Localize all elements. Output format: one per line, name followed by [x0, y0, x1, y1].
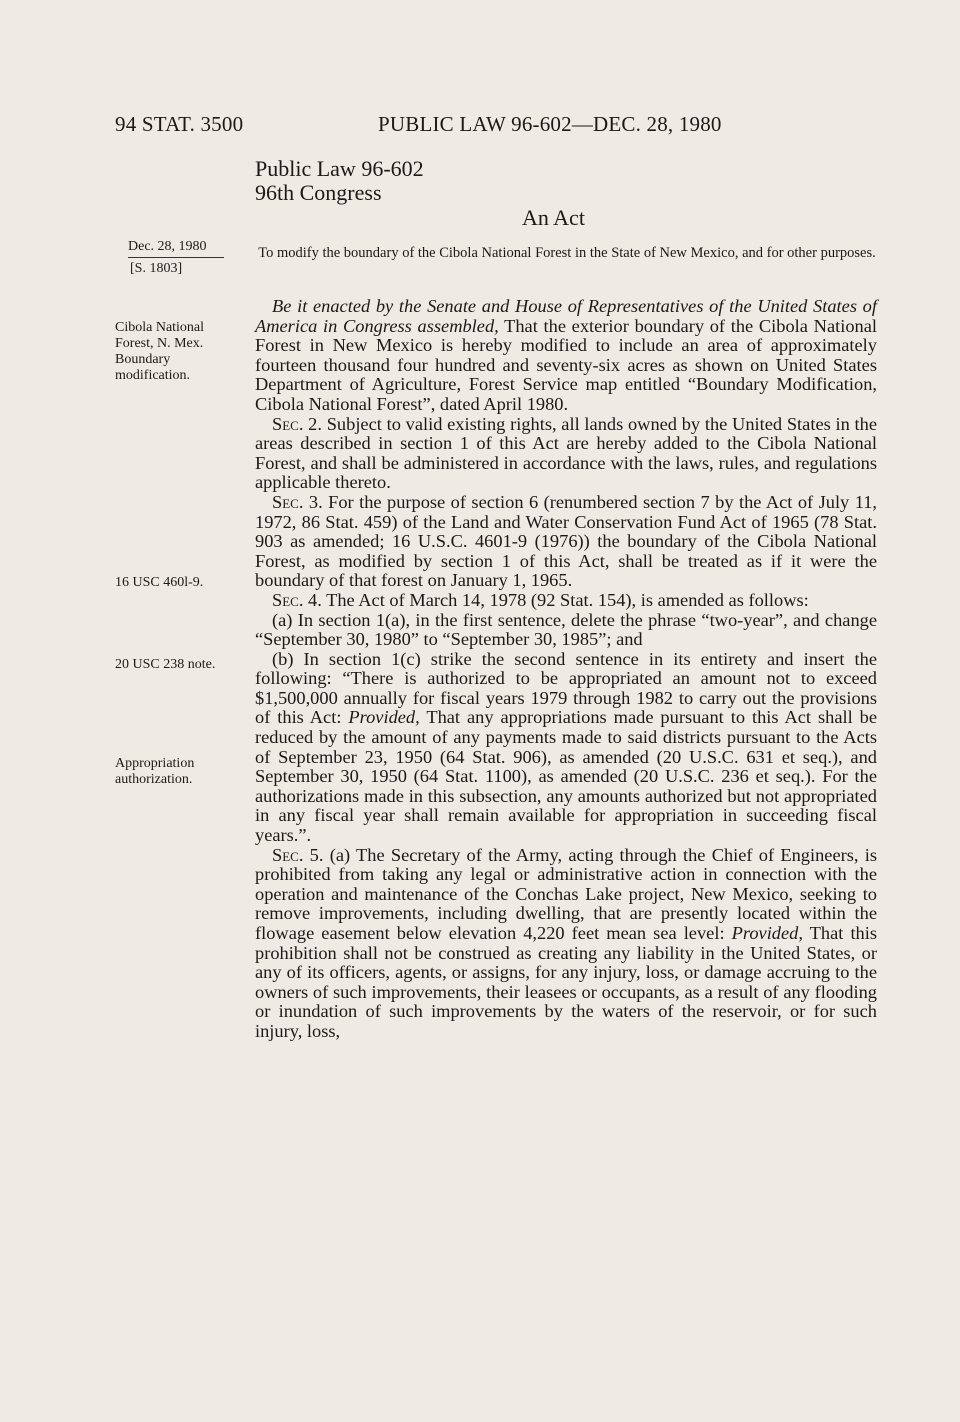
section-1-text: That the exterior boundary of the Cibola National Forest in New Mexico is hereby modified to include an area of approximately fourteen thousand four hundred and seventy-six acres as shown on United States Department of Agriculture, Forest Service map entitled “Boundary Modification, Cibola National Forest”, dated April 1980. — [255, 315, 877, 414]
section-5 — [255, 846, 877, 1042]
margin-forest-note: Cibola National Forest, N. Mex. Boundary modification. — [115, 320, 205, 383]
page-reference: 94 STAT. 3500 — [115, 112, 244, 136]
section-2 — [255, 415, 877, 493]
act-body — [255, 297, 877, 1042]
margin-date: Dec. 28, 1980 — [128, 239, 224, 258]
section-4b-provided: Provided, — [348, 707, 420, 728]
section-4-text: The Act of March 14, 1978 (92 Stat. 154), is amended as follows: — [321, 589, 809, 610]
section-4a: (a) In section 1(a), in the first sentence, delete the phrase “two-year”, and change “September 30, 1980” to “September 30, 1985”; and — [255, 609, 877, 650]
section-4-label: Sec. 4. — [272, 589, 322, 610]
public-law-number: Public Law 96-602 — [255, 156, 424, 181]
section-5-text-1: (a) The Secretary of the Army, acting through the Chief of Engineers, is prohibited from taking any legal or administrative action in connection with the operation and maintenance of the Conchas Lake project, New Mexico, seeking to remove improvements, including dwelling, that are presently located within the flowage easement below elevation 4,220 feet mean sea level: — [255, 844, 877, 943]
congress-number: 96th Congress — [255, 180, 382, 205]
margin-usc-citation-1: 16 USC 460l-9. — [115, 575, 204, 590]
enacting-paragraph — [255, 297, 877, 415]
section-3-text: For the purpose of section 6 (renumbered section 7 by the Act of July 11, 1972, 86 Stat. 459) of the Land and Water Conservation Fund Act of 1965 (78 Stat. 903 as amended; 16 U.S.C. 4601-9 (1976)) the boundary of the Cibola National Forest, as modified by section 1 of this Act, shall be treated as if it were the boundary of that forest on January 1, 1965. — [255, 491, 877, 591]
section-5-provided: Provided, — [731, 923, 803, 943]
section-4b-text-2: That any appropriations made pursuant to this Act shall be reduced by the amount of any payments made to said districts pursuant to the Acts of September 23, 1950 (64 Stat. 906), as amended (20 U.S.C. 631 et seq.), and September 30, 1950 (64 Stat. 1100), as amended (20 U.S.C. 236 et seq.). For the authorizations made in this subsection, any amounts authorized but not appropriated in any fiscal year shall remain available for appropriation in succeeding fiscal years.”. — [255, 707, 877, 846]
margin-appropriation-note: Appropriation authorization. — [115, 756, 195, 787]
margin-bill-number: [S. 1803] — [130, 261, 183, 276]
section-2-label: Sec. 2. — [272, 413, 322, 434]
running-header: PUBLIC LAW 96-602—DEC. 28, 1980 — [378, 112, 722, 136]
enacting-clause: Be it enacted by the Senate and House of Representatives of the United States of America in Congress assembled, — [255, 296, 877, 336]
section-4 — [255, 591, 877, 611]
section-3 — [255, 493, 877, 591]
section-2-text: Subject to valid existing rights, all lands owned by the United States in the areas described in section 1 of this Act are hereby added to the Cibola National Forest, and shall be administered in accordance with the laws, rules, and regulations applicable thereto. — [255, 413, 877, 493]
section-4b — [255, 650, 877, 846]
section-5-label: Sec. 5. — [272, 844, 324, 865]
margin-usc-citation-2: 20 USC 238 note. — [115, 657, 216, 672]
act-heading: An Act — [522, 205, 585, 230]
public-law-title-block — [255, 157, 424, 205]
section-5-text-2: That this prohibition shall not be construed as creating any liability in the United States, or any of its officers, agents, or assigns, for any injury, loss, or damage accruing to the owners of such improvements, their leasees or occupants, as a result of any flooding or inundation of such improvements by the waters of the reservoir, or for such injury, loss, — [255, 923, 878, 1041]
act-purpose: To modify the boundary of the Cibola National Forest in the State of New Mexico, and for other purposes. — [258, 245, 876, 261]
section-4b-text-1: (b) In section 1(c) strike the second sentence in its entirety and insert the following: “There is authorized to be appropriated an amount not to exceed $1,500,000 annually for fiscal years 1979 through 1982 to carry out the provisions of this Act: — [255, 648, 877, 728]
section-3-label: Sec. 3. — [272, 491, 323, 512]
